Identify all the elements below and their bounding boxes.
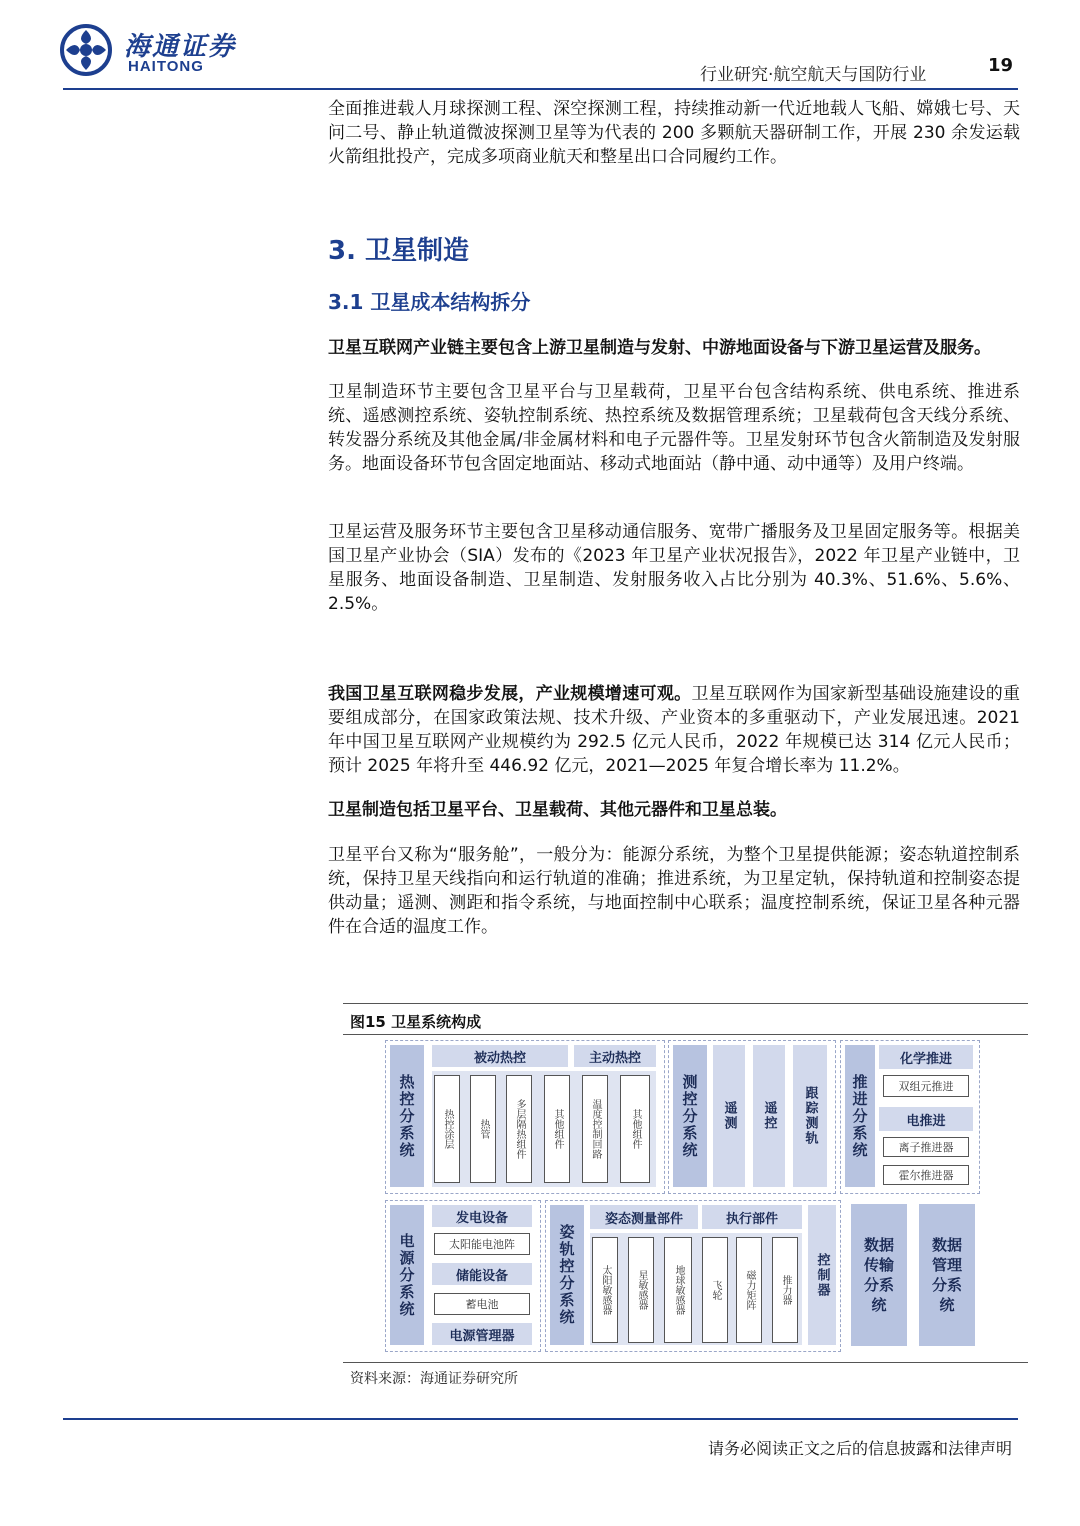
propulsion-item: 双组元推进: [883, 1075, 969, 1097]
power-manager-label: 电源管理器: [432, 1323, 532, 1345]
attitude-items-background: [590, 1233, 802, 1345]
section-title: 3. 卫星制造: [328, 236, 470, 266]
attitude-subsystem-group: [545, 1200, 841, 1352]
attitude-item: 太阳敏感器: [592, 1237, 618, 1343]
controller-label: 控制器: [808, 1205, 836, 1345]
chemical-propulsion-label: 化学推进: [879, 1045, 973, 1069]
paragraph-operations: 卫星运营及服务环节主要包含卫星移动通信服务、宽带广播服务及卫星固定服务等。根据美国卫星产业协会（SIA）发布的《2023 年卫星产业状况报告》，2022 年卫星产业链中，卫星服务、地面设备制造、卫星制造、发射服务收入占比分别为 40.3%、51.6%、5.6%、2.5%。: [328, 522, 1020, 614]
thermal-item: 热控涂层: [434, 1075, 460, 1183]
passive-thermal-label: 被动热控: [432, 1045, 568, 1067]
attitude-sensing-label: 姿态测量部件: [590, 1205, 698, 1229]
haitong-logo-icon: [60, 24, 112, 76]
intro-paragraph: 全面推进载人月球探测工程、深空探测工程，持续推动新一代近地载人飞船、嫦娥七号、天问二号、静止轨道微波探测卫星等为代表的 200 多颗航天器研制工作，开展 230 余发运载火箭组批投产，完成多项商业航天和整星出口合同履约工作。: [328, 99, 1020, 167]
propulsion-item: 离子推进器: [883, 1137, 969, 1157]
propulsion-subsystem-label: 推进分系统: [845, 1045, 875, 1187]
ttc-item: 遥测: [713, 1045, 745, 1187]
figure-top-rule: [343, 1003, 1028, 1004]
data-management-subsystem: [919, 1204, 975, 1346]
attitude-item: 地球敏感器: [664, 1237, 692, 1343]
figure-source: 资料来源：海通证券研究所: [350, 1371, 518, 1387]
attitude-item: 星敏感器: [628, 1237, 654, 1343]
propulsion-subsystem-group: [840, 1040, 980, 1194]
thermal-item: 其他组件: [544, 1075, 570, 1183]
energy-storage-label: 储能设备: [432, 1263, 532, 1285]
ttc-item: 跟踪测轨: [793, 1045, 827, 1187]
electric-propulsion-label: 电推进: [879, 1107, 973, 1131]
active-thermal-label: 主动热控: [574, 1045, 656, 1067]
paragraph-manufacturing: 卫星制造环节主要包含卫星平台与卫星载荷，卫星平台包含结构系统、供电系统、推进系统、遥感测控系统、姿轨控制系统、热控系统及数据管理系统；卫星载荷包含天线分系统、转发器分系统及其他金属/非金属材料和电子元器件等。卫星发射环节包含火箭制造及发射服务。地面设备环节包含固定地面站、移动式地面站（静中通、动中通等）及用户终端。: [328, 382, 1020, 474]
header-subtitle: 行业研究·航空航天与国防行业: [700, 65, 927, 85]
logo-english-name: HAITONG: [128, 58, 204, 75]
footer-disclaimer: 请务必阅读正文之后的信息披露和法律声明: [708, 1439, 1013, 1458]
power-generation-label: 发电设备: [432, 1205, 532, 1227]
attitude-item: 飞轮: [702, 1237, 728, 1343]
thermal-item: 热管: [470, 1075, 496, 1183]
ttc-item: 遥控: [753, 1045, 785, 1187]
power-item: 蓄电池: [434, 1293, 530, 1315]
subsection-title: 3.1 卫星成本结构拆分: [328, 290, 531, 314]
figure-bottom-rule: [343, 1362, 1028, 1363]
paragraph-bold-summary: 卫星互联网产业链主要包含上游卫星制造与发射、中游地面设备与下游卫星运营及服务。: [328, 338, 991, 358]
thermal-item: 其他组件: [620, 1075, 650, 1183]
logo-chinese-name: 海通证券: [124, 32, 237, 62]
attitude-item: 推力器: [772, 1237, 798, 1343]
header-divider: [63, 88, 1018, 90]
page-number: 19: [988, 55, 1014, 76]
thermal-subsystem-group: [385, 1040, 665, 1194]
data-transmission-label: 数据传输分系统: [863, 1236, 894, 1314]
thermal-item: 温度控制回路: [582, 1075, 608, 1183]
actuators-label: 执行部件: [702, 1205, 802, 1229]
thermal-subsystem-label: 热控分系统: [390, 1045, 424, 1187]
footer-divider: [63, 1418, 1018, 1420]
thermal-item: 多层隔热组件: [506, 1075, 532, 1183]
data-transmission-subsystem: [851, 1204, 907, 1346]
power-subsystem-label: 电源分系统: [390, 1205, 424, 1345]
ttc-subsystem-label: 测控分系统: [673, 1045, 707, 1187]
propulsion-item: 霍尔推进器: [883, 1165, 969, 1185]
paragraph-platform: 卫星平台又称为“服务舱”，一般分为：能源分系统，为整个卫星提供能源；姿态轨道控制系统，保持卫星天线指向和运行轨道的准确；推进系统，为卫星定轨，保持轨道和控制姿态提供动量；遥测、测距和指令系统，与地面控制中心联系；温度控制系统，保证卫星各种元器件在合适的温度工作。: [328, 845, 1020, 937]
paragraph-market-size: [328, 682, 1020, 778]
paragraph-manufacturing-components: 卫星制造包括卫星平台、卫星载荷、其他元器件和卫星总装。: [328, 800, 787, 820]
data-management-label: 数据管理分系统: [931, 1236, 962, 1314]
market-size-lead: 我国卫星互联网稳步发展，产业规模增速可观。: [328, 684, 692, 704]
satellite-system-diagram: [343, 1034, 1028, 1364]
power-subsystem-group: [385, 1200, 541, 1352]
attitude-item: 磁力矩阵: [736, 1237, 762, 1343]
power-item: 太阳能电池阵: [434, 1233, 530, 1255]
market-size-body: 卫星互联网作为国家新型基础设施建设的重要组成部分，在国家政策法规、技术升级、产业资本的多重驱动下，产业发展迅速。2021 年中国卫星互联网产业规模约为 292.5 亿元人民币，2022 年规模已达 314 亿元人民币；预计 2025 年将升至 446.92 亿元，2021—2025 年复合增长率为 11.2%。: [328, 684, 1021, 776]
ttc-subsystem-group: [668, 1040, 836, 1194]
attitude-subsystem-label: 姿轨控分系统: [550, 1205, 584, 1345]
figure-title: 图15 卫星系统构成: [350, 1013, 482, 1031]
